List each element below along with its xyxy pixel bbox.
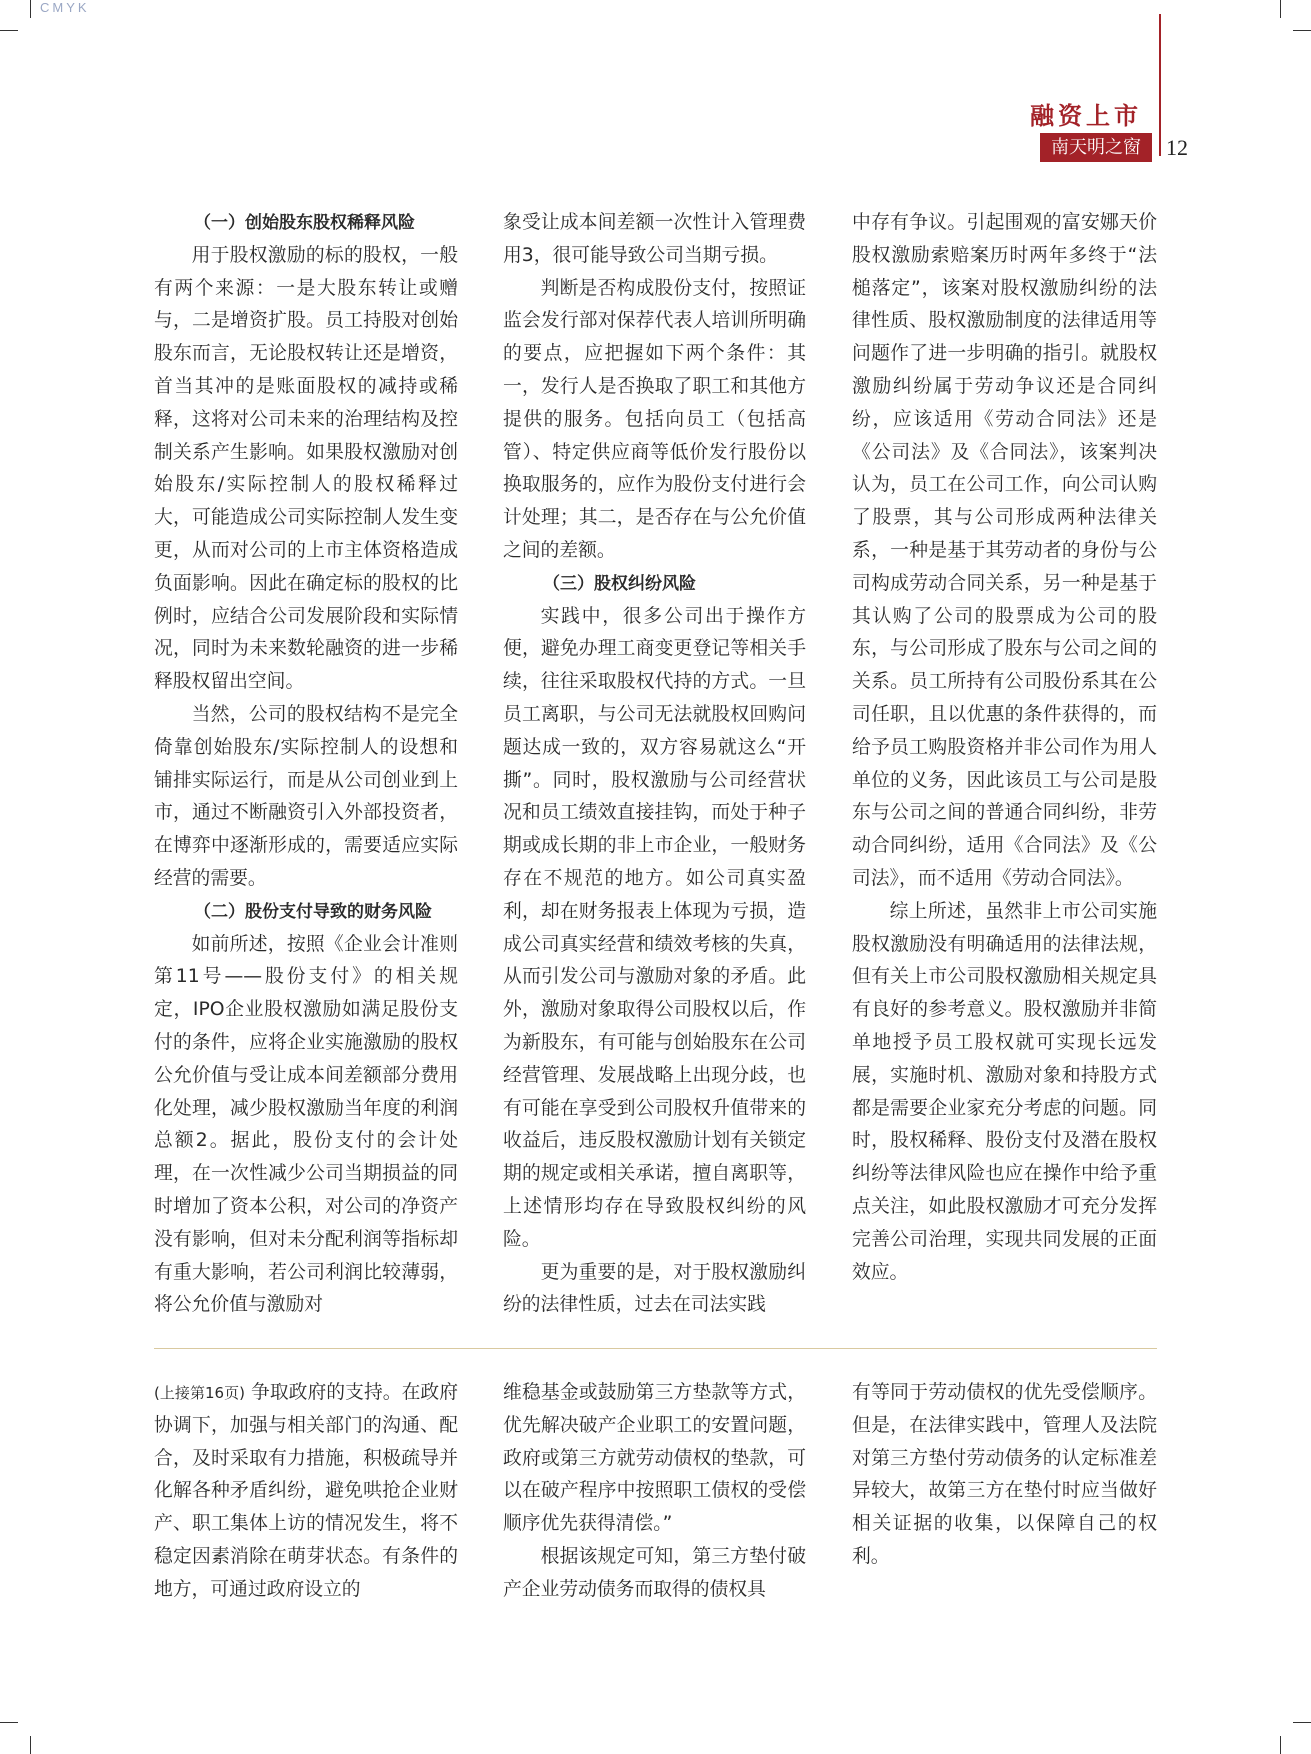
crop-mark [1280,0,1281,18]
cmyk-marks: CMYK [40,0,90,15]
paragraph: 当然，公司的股权结构不是完全倚靠创始股东/实际控制人的设想和铺排实际运行，而是从公司创业到上市，通过不断融资引入外部投资者，在博弈中逐渐形成的，需要适应实际经营的需要。 [154,703,458,889]
crop-mark [0,1722,18,1723]
page-number: 12 [1166,135,1188,160]
paragraph: 如前所述，按照《企业会计准则第11号——股份支付》的相关规定，IPO企业股权激励如满足股份支付的条件，应将企业实施激励的股权公允价值与受让成本间差额部分费用化处理，减少股权激励当年度的利润总额2。据此，股份支付的会计处理，在一次性减少公司当期损益的同时增加了资本公积，对公司的净资产没有影响，但对未分配利润等指标却有重大影响，若公司利润比较薄弱，将公允价值与激励对 [154,933,458,1316]
crop-mark [1293,30,1311,31]
article-column-3 [852,207,1157,1289]
paragraph: 用于股权激励的标的股权，一般有两个来源：一是大股东转让或赠与，二是增资扩股。员工持股对创始股东而言，无论股权转让还是增资，首当其冲的是账面股权的减持或稀释，这将对公司未来的治理结构及控制关系产生影响。如果股权激励对创始股东/实际控制人的股权稀释过大，可能造成公司实际控制人发生变更，从而对公司的上市主体资格造成负面影响。因此在确定标的股权的比例时，应结合公司发展阶段和实际情况，同时为未来数轮融资的进一步稀释股权留出空间。 [154,244,458,693]
crop-mark [1280,1736,1281,1754]
paragraph: 判断是否构成股份支付，按照证监会发行部对保荐代表人培训所明确的要点，应把握如下两个条件：其一，发行人是否换取了职工和其他方提供的服务。包括向员工（包括高管）、特定供应商等低价发行股份以换取服务的，应作为股份支付进行会计处理；其二，是否存在与公允价值之间的差额。 [503,277,806,561]
paragraph-text: 争取政府的支持。在政府协调下，加强与相关部门的沟通、配合，及时采取有力措施，积极疏导并化解各种矛盾纠纷，避免哄抢企业财产、职工集体上访的情况发生，将不稳定因素消除在萌芽状态。有条件的地方，可通过政府设立的 [154,1382,458,1600]
header-red-rule [1159,14,1161,156]
crop-mark [30,1736,31,1754]
continued-column-3 [852,1377,1157,1574]
paragraph: 更为重要的是，对于股权激励纠纷的法律性质，过去在司法实践 [503,1261,806,1316]
paragraph: 象受让成本间差额一次性计入管理费用3，很可能导致公司当期亏损。 [503,212,806,266]
section-title: 融资上市 [1030,102,1142,130]
subheading: （三）股权纠纷风险 [543,573,696,594]
article-column-2 [503,207,806,1322]
column-name-badge: 南天明之窗 [1040,133,1152,162]
paragraph: 维稳基金或鼓励第三方垫款等方式，优先解决破产企业职工的安置问题，政府或第三方就劳动债权的垫款，可以在破产程序中按照职工债权的受偿顺序优先获得清偿。” [503,1382,806,1535]
continued-from-reference: (上接第16页) [154,1384,246,1402]
crop-mark [1293,1722,1311,1723]
section-divider [154,1348,1157,1349]
paragraph: 有等同于劳动债权的优先受偿顺序。但是，在法律实践中，管理人及法院对第三方垫付劳动债务的认定标准差异较大，故第三方在垫付时应当做好相关证据的收集，以保障自己的权利。 [852,1382,1157,1567]
crop-mark [30,0,31,18]
subheading: （一）创始股东股权稀释风险 [194,213,415,233]
subheading: （二）股份支付导致的财务风险 [194,901,432,922]
paragraph [154,1377,458,1607]
paragraph: 实践中，很多公司出于操作方便，避免办理工商变更登记等相关手续，往往采取股权代持的方式。一旦员工离职，与公司无法就股权回购问题达成一致的，双方容易就这么“开撕”。同时，股权激励与公司经营状况和员工绩效直接挂钩，而处于种子期或成长期的非上市企业，一般财务存在不规范的地方。如公司真实盈利，却在财务报表上体现为亏损，造成公司真实经营和绩效考核的失真，从而引发公司与激励对象的矛盾。此外，激励对象取得公司股权以后，作为新股东，有可能与创始股东在公司经营管理、发展战略上出现分歧，也有可能在享受到公司股权升值带来的收益后，违反股权激励计划有关锁定期的规定或相关承诺，擅自离职等，上述情形均存在导致股权纠纷的风险。 [503,605,806,1250]
crop-mark [0,30,18,31]
continued-column-2 [503,1377,806,1607]
paragraph: 综上所述，虽然非上市公司实施股权激励没有明确适用的法律法规，但有关上市公司股权激励相关规定具有良好的参考意义。股权激励并非简单地授予员工股权就可实现长远发展，实施时机、激励对象和持股方式都是需要企业家充分考虑的问题。同时，股权稀释、股份支付及潜在股权纠纷等法律风险也应在操作中给予重点关注，如此股权激励才可充分发挥完善公司治理，实现共同发展的正面效应。 [852,900,1157,1283]
article-column-1 [154,207,458,1322]
paragraph: 中存有争议。引起围观的富安娜天价股权激励索赔案历时两年多终于“法槌落定”，该案对股权激励纠纷的法律性质、股权激励制度的法律适用等问题作了进一步明确的指引。就股权激励纠纷属于劳动争议还是合同纠纷，应该适用《劳动合同法》还是《公司法》及《合同法》，该案判决认为，员工在公司工作，向公司认购了股票，其与公司形成两种法律关系，一种是基于其劳动者的身份与公司构成劳动合同关系，另一种是基于其认购了公司的股票成为公司的股东，与公司形成了股东与公司之间的关系。员工所持有公司股份系其在公司任职，且以优惠的条件获得的，而给予员工购股资格并非公司作为用人单位的义务，因此该员工与公司是股东与公司之间的普通合同纠纷，非劳动合同纠纷，适用《合同法》及《公司法》，而不适用《劳动合同法》。 [852,212,1157,889]
continued-column-1 [154,1377,458,1607]
paragraph: 根据该规定可知，第三方垫付破产企业劳动债务而取得的债权具 [503,1545,806,1600]
